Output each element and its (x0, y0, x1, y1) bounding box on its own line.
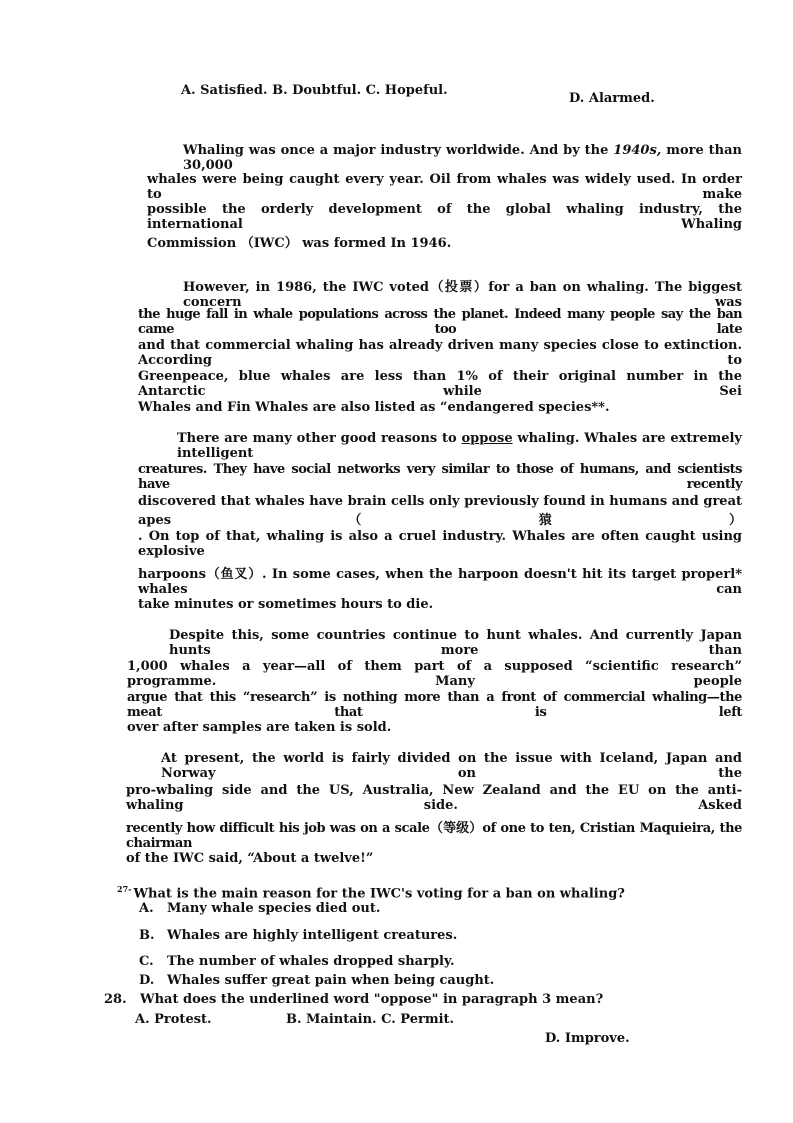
p5-line-2: pro-wbaling side and the US, Australia, New Zealand and the EU on the anti-whaling side. Asked (126, 783, 742, 813)
p4-line-4: over after samples are taken is sold. (127, 720, 392, 735)
p1-italic-year: 1940s, (613, 143, 662, 158)
p1-line-1: Whaling was once a major industry worldwide. And by the 1940s, more than 30,000 (183, 143, 742, 173)
paragraph-4 (127, 628, 742, 750)
paragraph-3 (138, 431, 742, 627)
prev-options-line: A. Satisfied. B. Doubtful. C. Hopeful. (181, 83, 448, 98)
p1-line-2: whales were being caught every year. Oil from whales was widely used. In order to make (147, 172, 742, 202)
q28-options-bc: B. Maintain. C. Permit. (286, 1012, 455, 1027)
p3-line-4: . On top of that, whaling is also a cruel industry. Whales are often caught using explosive (138, 529, 742, 559)
p4-line-3: argue that this “research” is nothing more than a front of commercial whaling—the meat that is left (127, 690, 742, 720)
p2-line-3: and that commercial whaling has already driven many species close to extinction. According to (138, 338, 742, 368)
q27-option-c: C. The number of whales dropped sharply. (139, 954, 455, 969)
q28-option-d: D. Improve. (545, 1031, 630, 1046)
q27-option-d: D. Whales suffer great pain when being caught. (139, 973, 495, 988)
p2-line-1: However, in 1986, the IWC voted（投票）for a ban on whaling. The biggest concern was (183, 280, 742, 310)
p2-line-5: Whales and Fin Whales are also listed as “endangered species**. (138, 400, 610, 415)
q27-option-b: B. Whales are highly intelligent creatures. (139, 928, 458, 943)
p1-line-3: possible the orderly development of the global whaling industry, the international Whaling (147, 202, 742, 232)
p2-line-4: Greenpeace, blue whales are less than 1% of their original number in the Antarctic while Sei (138, 369, 742, 399)
underlined-word-oppose: oppose (461, 431, 513, 446)
p3-line-2: creatures. They have social networks very similar to those of humans, and scientists have recently (138, 462, 742, 492)
p3-line-3: discovered that whales have brain cells only previously found in humans and great apes（猿） (138, 494, 742, 528)
p5-line-4: of the IWC said, “About a twelve!” (126, 851, 374, 866)
paragraph-1 (147, 143, 742, 262)
prev-option-d: D. Alarmed. (569, 91, 655, 106)
p3-line-5: harpoons（鱼叉）. In some cases, when the harpoon doesn't hit its target properl* whales can (138, 567, 742, 597)
p5-line-3: recently how difficult his job was on a scale（等级）of one to ten, Cristian Maquieira, the chairman (126, 821, 742, 851)
p4-line-2: 1,000 whales a year—all of them part of a supposed “scientific research” programme. Many people (127, 659, 742, 689)
p1-line-4: Commission （IWC） was formed In 1946. (147, 236, 452, 251)
q28-option-a: A. Protest. (135, 1012, 212, 1027)
paragraph-5 (126, 751, 742, 881)
p3-line-6: take minutes or sometimes hours to die. (138, 597, 434, 612)
question-27-stem: $^{27-}$ What is the main reason for the IWC's voting for a ban on whaling? (117, 884, 625, 902)
q27-option-a: A. Many whale species died out. (139, 901, 381, 916)
p3-line-1: There are many other good reasons to oppose whaling. Whales are extremely intelligent (177, 431, 742, 461)
paragraph-2 (138, 276, 742, 431)
p5-line-1: At present, the world is fairly divided on the issue with Iceland, Japan and Norway on the (161, 751, 742, 781)
question-28-stem: 28. What does the underlined word "oppose" in paragraph 3 mean? (104, 992, 604, 1007)
p2-line-2: the huge fall in whale populations across the planet. Indeed many people say the ban came too late (138, 307, 742, 337)
question-28-number: 28. (104, 992, 127, 1007)
p4-line-1: Despite this, some countries continue to hunt whales. And currently Japan hunts more than (169, 628, 742, 658)
question-27-number: 27- (117, 884, 132, 894)
